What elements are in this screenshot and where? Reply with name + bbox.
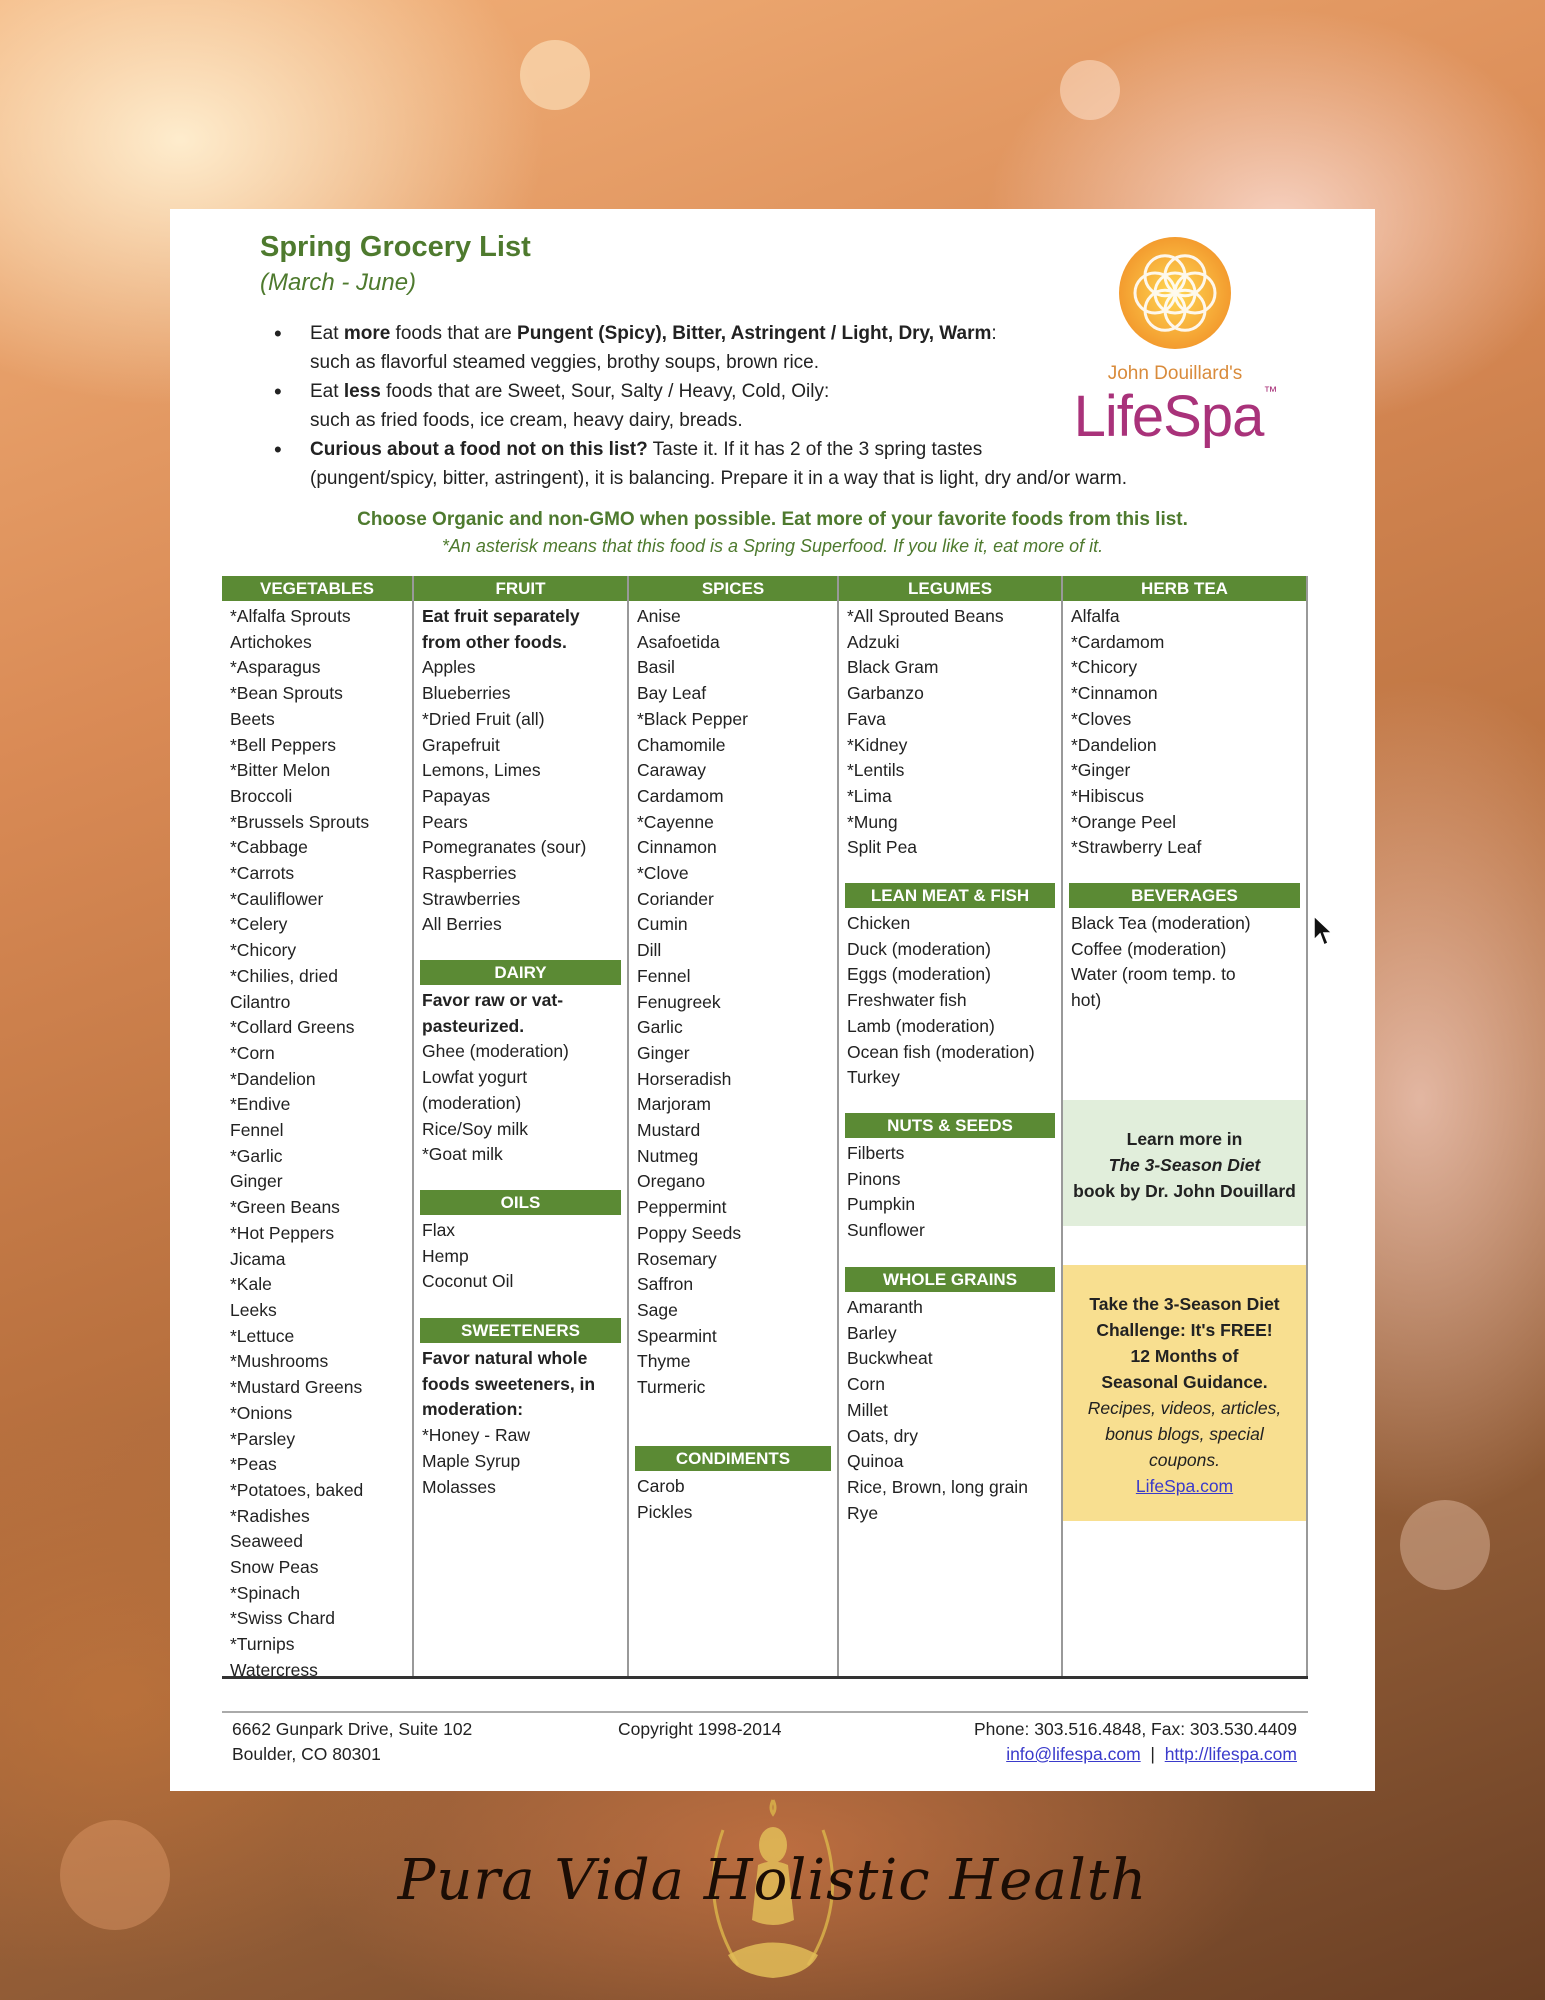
section-lean-meat-fish [839, 883, 1061, 1091]
list-item: Fenugreek [637, 991, 721, 1012]
bullet-curious: • Curious about a food not on this list? Taste it. If it has 2 of the 3 spring tastes (pungent/spicy, bitter, astringent), it is balancing. Prepare it in a way that is light, dry and/or warm. [270, 435, 1290, 493]
footer-links [974, 1742, 1297, 1767]
section-condiments [629, 1446, 837, 1525]
dairy-note: pasteurized. [422, 1015, 525, 1036]
list-item: Hemp [422, 1245, 469, 1266]
header-fruit: FRUIT [414, 576, 627, 601]
challenge-line: Recipes, videos, articles, [1087, 1398, 1282, 1418]
list-item: *Honey - Raw [422, 1425, 530, 1446]
fruit-note: Eat fruit separately [422, 606, 580, 626]
list-spices [629, 601, 837, 1401]
list-item: Fava [847, 708, 886, 729]
website-link[interactable]: http://lifespa.com [1164, 1744, 1297, 1764]
list-item: Cilantro [230, 991, 291, 1012]
list-item: *Corn [230, 1042, 275, 1063]
list-item: *Chicory [1071, 657, 1138, 678]
list-item: All Berries [422, 914, 502, 935]
list-item: Lowfat yogurt [422, 1067, 528, 1088]
list-item: Poppy Seeds [637, 1222, 742, 1243]
sweeteners-note: moderation: [422, 1399, 524, 1420]
list-item: *Swiss Chard [230, 1608, 336, 1629]
list-sweeteners-notes [414, 1343, 627, 1423]
list-item: *Hot Peppers [230, 1222, 335, 1243]
list-item: *Hibiscus [1071, 785, 1144, 806]
list-item: Coconut Oil [422, 1271, 514, 1292]
asterisk-note: *An asterisk means that this food is a Spring Superfood. If you like it, eat more of it. [441, 536, 1104, 556]
list-item: Papayas [422, 785, 491, 806]
list-beverages [1063, 908, 1306, 1014]
list-item: *Brussels Sprouts [230, 811, 370, 832]
list-item: *Orange Peel [1071, 811, 1177, 832]
footer-copyright: Copyright 1998-2014 [618, 1719, 782, 1739]
list-item: Eggs (moderation) [847, 964, 991, 985]
address-line: Boulder, CO 80301 [232, 1744, 381, 1764]
list-item: *Strawberry Leaf [1071, 837, 1202, 858]
challenge-line: coupons. [1148, 1450, 1221, 1470]
list-item: *Potatoes, baked [230, 1479, 364, 1500]
list-item: *Cayenne [637, 811, 714, 832]
section-dairy [414, 960, 627, 1168]
learn-book-title: The 3-Season Diet [1108, 1155, 1261, 1175]
footer-address [232, 1717, 472, 1767]
list-nuts-seeds [839, 1138, 1061, 1244]
header-sweeteners: SWEETENERS [420, 1318, 621, 1343]
list-item: Bay Leaf [637, 683, 707, 704]
header-oils: OILS [420, 1190, 621, 1215]
footer-contact [974, 1717, 1297, 1767]
list-item: Sage [637, 1299, 678, 1320]
list-item: Maple Syrup [422, 1450, 521, 1471]
list-item: Oregano [637, 1171, 706, 1192]
challenge-line: Take the 3-Season Diet [1089, 1294, 1280, 1314]
grocery-table [222, 576, 1308, 1679]
list-item: Chamomile [637, 734, 726, 755]
list-item: Apples [422, 657, 476, 678]
list-item: Jicama [230, 1248, 286, 1269]
organic-note: Choose Organic and non-GMO when possible. Eat more of your favorite foods from this list. [357, 509, 1188, 530]
list-item: Asafoetida [637, 631, 720, 652]
list-item: Flax [422, 1220, 456, 1240]
list-item: *Bell Peppers [230, 734, 337, 755]
list-item: Duck (moderation) [847, 938, 991, 959]
list-item: Broccoli [230, 785, 293, 806]
list-item: Split Pea [847, 837, 918, 858]
list-item: Anise [637, 606, 681, 626]
list-item: Watercress [230, 1659, 318, 1680]
list-item: *Dandelion [230, 1068, 316, 1089]
list-item: *Cabbage [230, 837, 308, 858]
list-item: *Bean Sprouts [230, 683, 343, 704]
sweeteners-note: Favor natural whole [422, 1348, 588, 1368]
list-item: *Parsley [230, 1428, 296, 1449]
list-item: Buckwheat [847, 1348, 933, 1369]
list-item: hot) [1071, 990, 1102, 1011]
header-beverages: BEVERAGES [1069, 883, 1300, 908]
list-item: Ghee (moderation) [422, 1041, 569, 1062]
list-item: Lamb (moderation) [847, 1015, 995, 1036]
list-item: *Mushrooms [230, 1351, 329, 1372]
list-item: Alfalfa [1071, 606, 1120, 626]
bullet-eat-more: • Eat more foods that are Pungent (Spicy), Bitter, Astringent / Light, Dry, Warm: such as flavorful steamed veggies, brothy soups, brown rice. [270, 319, 1290, 377]
list-item: *Cardamom [1071, 631, 1165, 652]
list-item: Chicken [847, 913, 911, 933]
list-item: *Chilies, dried [230, 965, 338, 986]
list-item: Rice/Soy milk [422, 1118, 528, 1139]
link-separator: | [1150, 1744, 1155, 1764]
list-item: Cumin [637, 914, 688, 935]
list-item: *Alfalfa Sprouts [230, 606, 351, 626]
list-lean-meat-fish [839, 908, 1061, 1091]
header-whole-grains: WHOLE GRAINS [845, 1267, 1055, 1292]
list-item: Amaranth [847, 1297, 923, 1317]
list-item: Marjoram [637, 1094, 711, 1115]
list-item: *Radishes [230, 1505, 310, 1526]
list-item: *Turnips [230, 1634, 295, 1655]
list-item: Ginger [230, 1171, 283, 1192]
list-item: Adzuki [847, 631, 900, 652]
dairy-note: Favor raw or vat- [422, 990, 564, 1010]
guidance-bullets [270, 319, 1290, 493]
list-item: Coriander [637, 888, 714, 909]
mouse-pointer-icon [1312, 914, 1336, 948]
list-item: Pinons [847, 1168, 901, 1189]
list-item: *Carrots [230, 863, 295, 884]
list-item: *Clove [637, 863, 689, 884]
list-item: Garlic [637, 1017, 683, 1038]
column-spices [627, 576, 837, 1676]
list-item: Strawberries [422, 888, 521, 909]
list-item: *Goat milk [422, 1144, 503, 1165]
list-item: Thyme [637, 1351, 691, 1372]
list-item: Millet [847, 1399, 888, 1420]
list-item: Black Tea (moderation) [1071, 913, 1251, 933]
list-item: *Dried Fruit (all) [422, 708, 545, 729]
challenge-line: 12 Months of [1130, 1346, 1239, 1366]
list-item: Cinnamon [637, 837, 717, 858]
list-item: Saffron [637, 1274, 694, 1295]
header-condiments: CONDIMENTS [635, 1446, 831, 1471]
list-item: *Cauliflower [230, 888, 324, 909]
list-item: *Dandelion [1071, 734, 1157, 755]
list-item: Molasses [422, 1476, 496, 1497]
learn-line: book by Dr. John Douillard [1073, 1181, 1296, 1201]
list-item: Horseradish [637, 1068, 732, 1089]
list-item: Pumpkin [847, 1194, 916, 1215]
footer-divider [222, 1711, 1308, 1713]
list-item: *Kidney [847, 734, 908, 755]
column-fruit [412, 576, 627, 1676]
list-item: *Ginger [1071, 760, 1131, 781]
list-item: *All Sprouted Beans [847, 606, 1004, 626]
list-item: Beets [230, 708, 275, 729]
list-item: *Garlic [230, 1145, 283, 1166]
fruit-note: from other foods. [422, 631, 567, 652]
list-item: Turmeric [637, 1377, 706, 1398]
list-item: Water (room temp. to [1071, 964, 1236, 985]
list-item: Rice, Brown, long grain [847, 1476, 1028, 1497]
list-item: *Mung [847, 811, 898, 832]
list-item: *Endive [230, 1094, 291, 1115]
list-item: Fennel [637, 965, 691, 986]
list-item: Mustard [637, 1120, 701, 1141]
header-nuts-seeds: NUTS & SEEDS [845, 1113, 1055, 1138]
list-item: Ocean fish (moderation) [847, 1041, 1035, 1062]
learn-line: Learn more in [1126, 1129, 1243, 1149]
list-item: *Celery [230, 914, 288, 935]
list-item: Carob [637, 1476, 685, 1496]
list-fruit [414, 601, 627, 655]
page-title: Spring Grocery List [260, 231, 531, 263]
list-item: Rye [847, 1502, 879, 1523]
header-spices: SPICES [629, 576, 837, 601]
list-item: Corn [847, 1374, 885, 1395]
list-item: Filberts [847, 1143, 905, 1163]
list-item: *Asparagus [230, 657, 321, 678]
list-item: *Lima [847, 785, 892, 806]
list-item: Pickles [637, 1501, 693, 1522]
list-item: Lemons, Limes [422, 760, 541, 781]
list-item: Snow Peas [230, 1557, 319, 1578]
list-item: Ginger [637, 1042, 690, 1063]
challenge-line: Challenge: It's FREE! [1096, 1320, 1273, 1340]
section-whole-grains [839, 1267, 1061, 1526]
list-item: Blueberries [422, 683, 511, 704]
list-vegetables [222, 601, 412, 1684]
list-item: Grapefruit [422, 734, 500, 755]
list-item: *Cloves [1071, 708, 1132, 729]
list-item: Basil [637, 657, 675, 678]
bullet-eat-less: • Eat less foods that are Sweet, Sour, Salty / Heavy, Cold, Oily: such as fried foods, ice cream, heavy dairy, breads. [270, 377, 1290, 435]
list-dairy-notes [414, 985, 627, 1039]
list-item: Pears [422, 811, 468, 832]
list-item: *Peas [230, 1454, 277, 1475]
list-dairy [414, 1039, 627, 1168]
grocery-list-document [170, 209, 1375, 1791]
list-item: Freshwater fish [847, 990, 967, 1011]
list-item: *Chicory [230, 940, 297, 961]
list-item: Rosemary [637, 1248, 717, 1269]
section-oils [414, 1190, 627, 1295]
list-item: Artichokes [230, 631, 312, 652]
list-item: Caraway [637, 760, 707, 781]
list-item: Cardamom [637, 785, 724, 806]
list-fruit-items [414, 655, 627, 938]
list-item: Garbanzo [847, 683, 924, 704]
bokeh-light [1400, 1500, 1490, 1590]
list-item: Spearmint [637, 1325, 717, 1346]
header-lean-meat-fish: LEAN MEAT & FISH [845, 883, 1055, 908]
list-item: *Spinach [230, 1582, 301, 1603]
header-herb-tea: HERB TEA [1063, 576, 1306, 601]
header-dairy: DAIRY [420, 960, 621, 985]
column-legumes [837, 576, 1061, 1676]
email-link[interactable]: info@lifespa.com [1006, 1744, 1141, 1764]
list-item: *Kale [230, 1274, 272, 1295]
section-beverages [1063, 883, 1306, 1014]
logo-author: John Douillard's [1107, 363, 1243, 384]
section-nuts-seeds [839, 1113, 1061, 1244]
list-item: Peppermint [637, 1197, 727, 1218]
list-item: Coffee (moderation) [1071, 938, 1227, 959]
phone-fax: Phone: 303.516.4848, Fax: 303.530.4409 [973, 1719, 1297, 1739]
sweeteners-note: foods sweeteners, in [422, 1373, 596, 1394]
learn-more-box [1063, 1100, 1306, 1226]
logo-wordmark: LifeSpa™ [1073, 383, 1277, 449]
list-item: *Green Beans [230, 1197, 340, 1218]
list-herb-tea [1063, 601, 1306, 861]
address-line: 6662 Gunpark Drive, Suite 102 [232, 1719, 473, 1739]
list-item: Barley [847, 1322, 897, 1343]
list-item: (moderation) [422, 1092, 522, 1113]
list-item: Pomegranates (sour) [422, 837, 587, 858]
list-item: Fennel [230, 1120, 284, 1141]
header-legumes: LEGUMES [839, 576, 1061, 601]
page-subtitle: (March - June) [260, 269, 417, 296]
challenge-line: Seasonal Guidance. [1101, 1372, 1268, 1392]
list-oils [414, 1215, 627, 1295]
list-legumes [839, 601, 1061, 861]
list-sweeteners [414, 1423, 627, 1500]
bokeh-light [1060, 60, 1120, 120]
list-item: *Mustard Greens [230, 1377, 363, 1398]
list-item: Black Gram [847, 657, 939, 678]
bokeh-light [520, 40, 590, 110]
list-item: *Lentils [847, 760, 905, 781]
list-item: Oats, dry [847, 1425, 918, 1446]
list-item: *Collard Greens [230, 1017, 355, 1038]
list-item: *Onions [230, 1402, 293, 1423]
challenge-box [1063, 1265, 1306, 1521]
list-whole-grains [839, 1292, 1061, 1526]
brand-name: Pura Vida Holistic Health [397, 1848, 1148, 1913]
list-item: *Cinnamon [1071, 683, 1158, 704]
list-item: *Lettuce [230, 1325, 295, 1346]
lifespa-link[interactable]: LifeSpa.com [1135, 1476, 1234, 1496]
list-item: Raspberries [422, 863, 517, 884]
list-item: Seaweed [230, 1531, 303, 1552]
section-sweeteners [414, 1318, 627, 1500]
list-item: Nutmeg [637, 1145, 699, 1166]
column-vegetables [222, 576, 412, 1680]
list-item: Turkey [847, 1067, 900, 1088]
list-item: Leeks [230, 1299, 277, 1320]
challenge-line: bonus blogs, special [1105, 1424, 1264, 1444]
list-item: *Bitter Melon [230, 760, 331, 781]
list-item: Dill [637, 940, 662, 961]
list-item: Sunflower [847, 1220, 925, 1241]
list-condiments [629, 1471, 837, 1525]
header-vegetables: VEGETABLES [222, 576, 412, 601]
list-item: *Black Pepper [637, 708, 748, 729]
column-herb-tea [1061, 576, 1308, 1676]
list-item: Quinoa [847, 1451, 904, 1472]
